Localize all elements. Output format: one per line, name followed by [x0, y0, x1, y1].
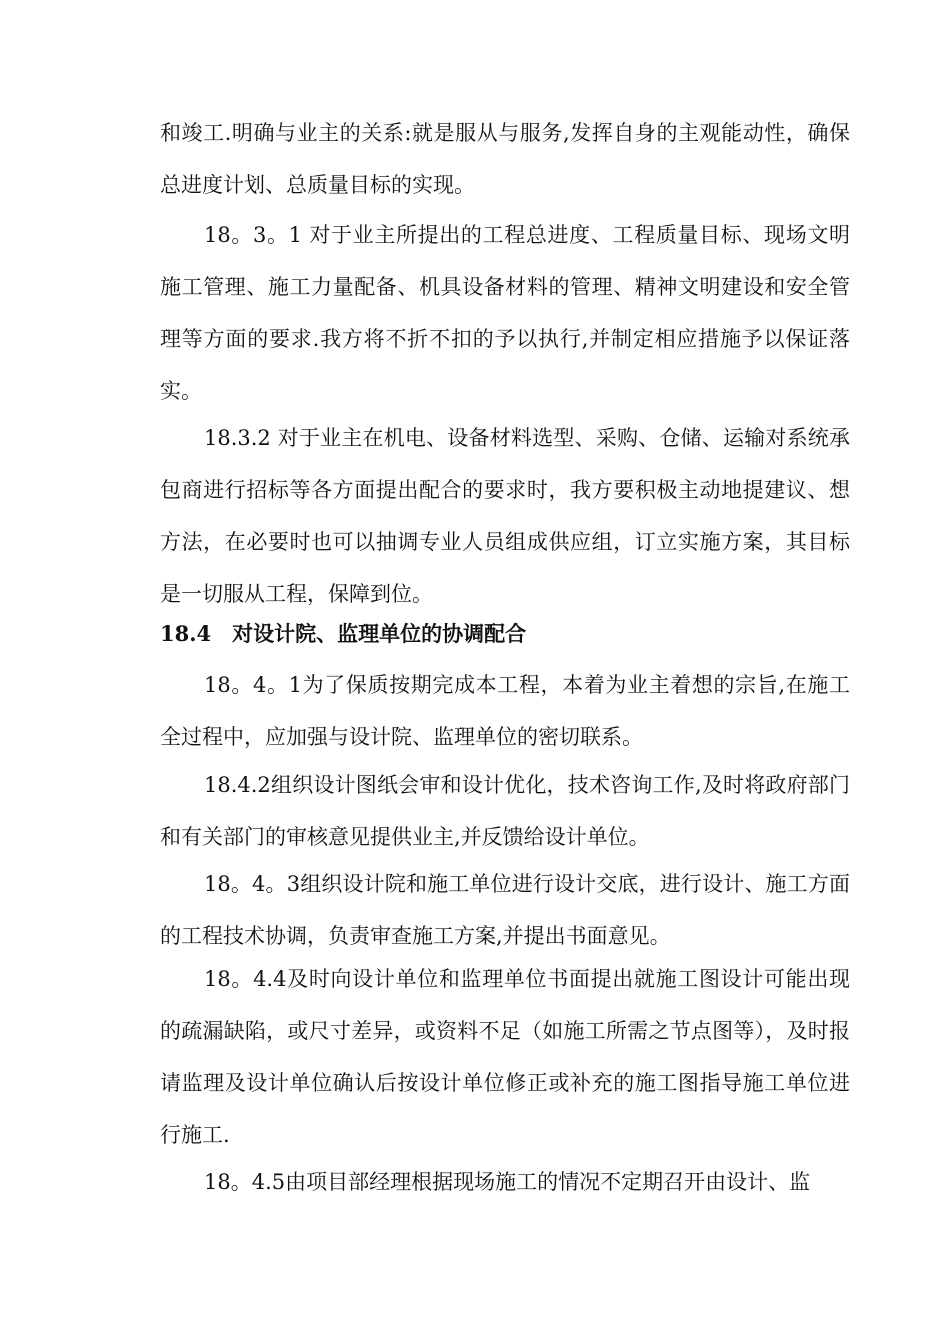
paragraph-18-4-2: 18.4.2组织设计图纸会审和设计优化，技术咨询工作,及时将政府部门和有关部门的审核意见提供业主,并反馈给设计单位。 [160, 773, 850, 849]
paragraph-18-3-2: 18.3.2 对于业主在机电、设备材料选型、采购、仓储、运输对系统承包商进行招标等各方面提出配合的要求时，我方要积极主动地提建议、想方法，在必要时也可以抽调专业人员组成供应组，订立实施方案，其目标是一切服从工程，保障到位。 [160, 426, 850, 606]
paragraph-18-4-4: 18。4.4及时向设计单位和监理单位书面提出就施工图设计可能出现的疏漏缺陷，或尺寸差异，或资料不足（如施工所需之节点图等），及时报请监理及设计单位确认后按设计单位修正或补充的施工图指导施工单位进行施工. [160, 967, 850, 1147]
paragraph-18-4-5: 18。4.5由项目部经理根据现场施工的情况不定期召开由设计、监 [204, 1170, 811, 1194]
paragraph-continuation: 和竣工.明确与业主的关系:就是服从与服务,发挥自身的主观能动性，确保总进度计划、总质量目标的实现。 [160, 121, 850, 197]
paragraph-18-4-1: 18。4。1为了保质按期完成本工程，本着为业主着想的宗旨,在施工全过程中，应加强与设计院、监理单位的密切联系。 [160, 673, 850, 749]
section-heading-18-4: 18.4 对设计院、监理单位的协调配合 [160, 621, 527, 646]
paragraph-18-3-1: 18。3。1 对于业主所提出的工程总进度、工程质量目标、现场文明施工管理、施工力量配备、机具设备材料的管理、精神文明建设和安全管理等方面的要求.我方将不折不扣的予以执行,并制定相应措施予以保证落实。 [160, 223, 850, 403]
paragraph-18-4-3: 18。4。3组织设计院和施工单位进行设计交底，进行设计、施工方面的工程技术协调，负责审查施工方案,并提出书面意见。 [160, 872, 850, 948]
